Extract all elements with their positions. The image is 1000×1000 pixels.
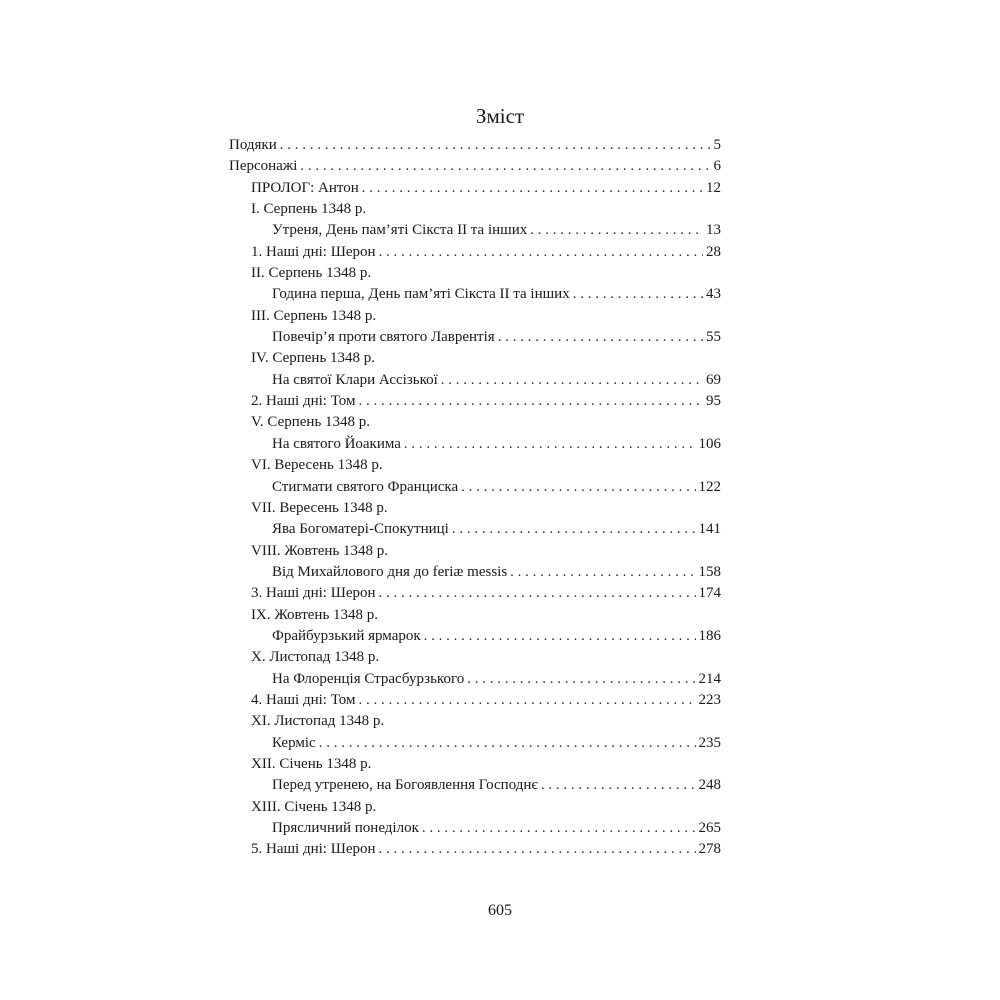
toc-entry-title: ПРОЛОГ: Антон — [251, 179, 359, 196]
dot-leader — [541, 775, 696, 796]
toc-section-heading: XI. Листопад 1348 р. — [251, 713, 385, 730]
toc-section-heading: IX. Жовтень 1348 р. — [251, 606, 379, 623]
dot-leader — [467, 669, 695, 690]
toc-entry-page: 55 — [706, 329, 721, 346]
toc-entry-page: 12 — [706, 179, 721, 196]
toc-entry — [229, 605, 721, 626]
toc-entry-title: Фрайбурзький ярмарок — [272, 627, 421, 644]
toc-entry — [229, 199, 721, 220]
toc-entry-title: Година перша, День пам’яті Сікста II та інших — [272, 286, 570, 303]
toc-entry — [229, 839, 721, 860]
dot-leader — [404, 434, 696, 455]
toc-section-heading: VIII. Жовтень 1348 р. — [251, 542, 389, 559]
toc-entry-title: 3. Наші дні: Шерон — [251, 585, 376, 602]
toc-entry-title: Ява Богоматері-Спокутниці — [272, 521, 449, 538]
toc-entry — [229, 178, 721, 199]
toc-entry-title: 5. Наші дні: Шерон — [251, 841, 376, 858]
toc-entry-page: 214 — [698, 670, 721, 687]
dot-leader — [319, 733, 696, 754]
dot-leader — [379, 583, 696, 604]
toc-entry — [229, 541, 721, 562]
dot-leader — [441, 370, 703, 391]
toc-entry — [229, 562, 721, 583]
toc-entry-title: Персонажі — [229, 158, 298, 175]
toc-entry-title: Прясличний понеділок — [272, 820, 419, 836]
dot-leader — [498, 327, 703, 348]
toc-entry-title: 2. Наші дні: Том — [251, 393, 356, 410]
toc-section-heading: VI. Вересень 1348 р. — [251, 457, 383, 474]
toc-section-heading: I. Серпень 1348 р. — [251, 201, 367, 218]
toc-entry — [229, 135, 721, 156]
toc-entry — [229, 733, 721, 754]
toc-entry-page: 223 — [698, 691, 721, 708]
toc-entry-page: 5 — [713, 137, 721, 153]
toc-entry-page: 28 — [706, 243, 721, 260]
toc-entry — [229, 519, 721, 540]
toc-section-heading: V. Серпень 1348 р. — [251, 414, 371, 431]
toc-entry-page: 106 — [698, 435, 721, 452]
toc-section-heading: II. Серпень 1348 р. — [251, 265, 372, 282]
dot-leader — [422, 818, 696, 839]
toc-entry-page: 69 — [706, 371, 721, 388]
toc-entry — [229, 477, 721, 498]
toc-entry-title: Повечір’я проти святого Лаврентія — [272, 329, 495, 346]
dot-leader — [280, 135, 711, 156]
toc-entry — [229, 284, 721, 305]
toc-entry — [229, 583, 721, 604]
toc-entry-page: 13 — [706, 222, 721, 239]
toc-entry-title: Подяки — [229, 137, 277, 153]
toc-entry-page: 248 — [698, 777, 721, 794]
toc-entry-page: 95 — [706, 393, 721, 410]
toc-entry-page: 265 — [698, 820, 721, 836]
dot-leader — [362, 178, 703, 199]
toc-entry-title: Стигмати святого Франциска — [272, 478, 459, 495]
toc-entry — [229, 626, 721, 647]
toc-section-heading: IV. Серпень 1348 р. — [251, 350, 376, 367]
dot-leader — [379, 839, 696, 860]
dot-leader — [424, 626, 696, 647]
toc-entry — [229, 711, 721, 732]
toc-entry — [229, 220, 721, 241]
dot-leader — [300, 156, 710, 177]
page-title: Зміст — [475, 104, 525, 128]
toc-entry — [229, 412, 721, 433]
toc-entry — [229, 263, 721, 284]
toc-entry — [229, 754, 721, 775]
toc-entry-title: Керміс — [272, 734, 316, 751]
toc-entry — [229, 242, 721, 263]
dot-leader — [452, 519, 696, 540]
toc-section-heading: XII. Січень 1348 р. — [251, 755, 372, 772]
toc-section-heading: X. Листопад 1348 р. — [251, 649, 380, 666]
toc-entry-page: 158 — [698, 563, 721, 580]
dot-leader — [358, 391, 703, 412]
dot-leader — [461, 477, 695, 498]
toc-section-heading: VII. Вересень 1348 р. — [251, 499, 388, 516]
dot-leader — [573, 284, 703, 305]
toc-entry-page: 186 — [698, 627, 721, 644]
dot-leader — [530, 220, 703, 241]
dot-leader — [510, 562, 695, 583]
toc-entry — [229, 669, 721, 690]
toc-section-heading: III. Серпень 1348 р. — [251, 307, 377, 324]
toc-entry — [229, 327, 721, 348]
table-of-contents — [229, 135, 721, 861]
toc-entry-title: На святої Клари Ассізької — [272, 371, 438, 388]
toc-entry — [229, 797, 721, 818]
toc-entry-title: Перед утренею, на Богоявлення Господнє — [272, 777, 538, 794]
toc-entry-page: 278 — [698, 841, 721, 858]
toc-entry — [229, 370, 721, 391]
toc-entry — [229, 647, 721, 668]
toc-entry-title: Від Михайлового дня до feriæ messis — [272, 563, 508, 580]
toc-entry-title: На Флоренція Страсбурзького — [272, 670, 465, 687]
toc-entry — [229, 156, 721, 177]
toc-entry-title: Утреня, День пам’яті Сікста II та інших — [272, 222, 528, 239]
toc-entry-title: На святого Йоакима — [272, 435, 401, 452]
dot-leader — [379, 242, 703, 263]
toc-section-heading: XIII. Січень 1348 р. — [251, 798, 377, 815]
dot-leader — [358, 690, 695, 711]
toc-entry — [229, 306, 721, 327]
toc-entry-title: 1. Наші дні: Шерон — [251, 243, 376, 260]
toc-entry — [229, 434, 721, 455]
page-number: 605 — [488, 902, 512, 919]
toc-entry-page: 43 — [706, 286, 721, 303]
toc-entry — [229, 455, 721, 476]
toc-entry — [229, 348, 721, 369]
toc-entry-page: 141 — [698, 521, 721, 538]
toc-entry-page: 174 — [698, 585, 721, 602]
toc-entry — [229, 690, 721, 711]
toc-entry — [229, 391, 721, 412]
toc-entry — [229, 818, 721, 839]
toc-entry-title: 4. Наші дні: Том — [251, 691, 356, 708]
toc-entry — [229, 498, 721, 519]
toc-entry — [229, 775, 721, 796]
toc-entry-page: 235 — [698, 734, 721, 751]
toc-entry-page: 6 — [713, 158, 721, 175]
toc-entry-page: 122 — [698, 478, 721, 495]
